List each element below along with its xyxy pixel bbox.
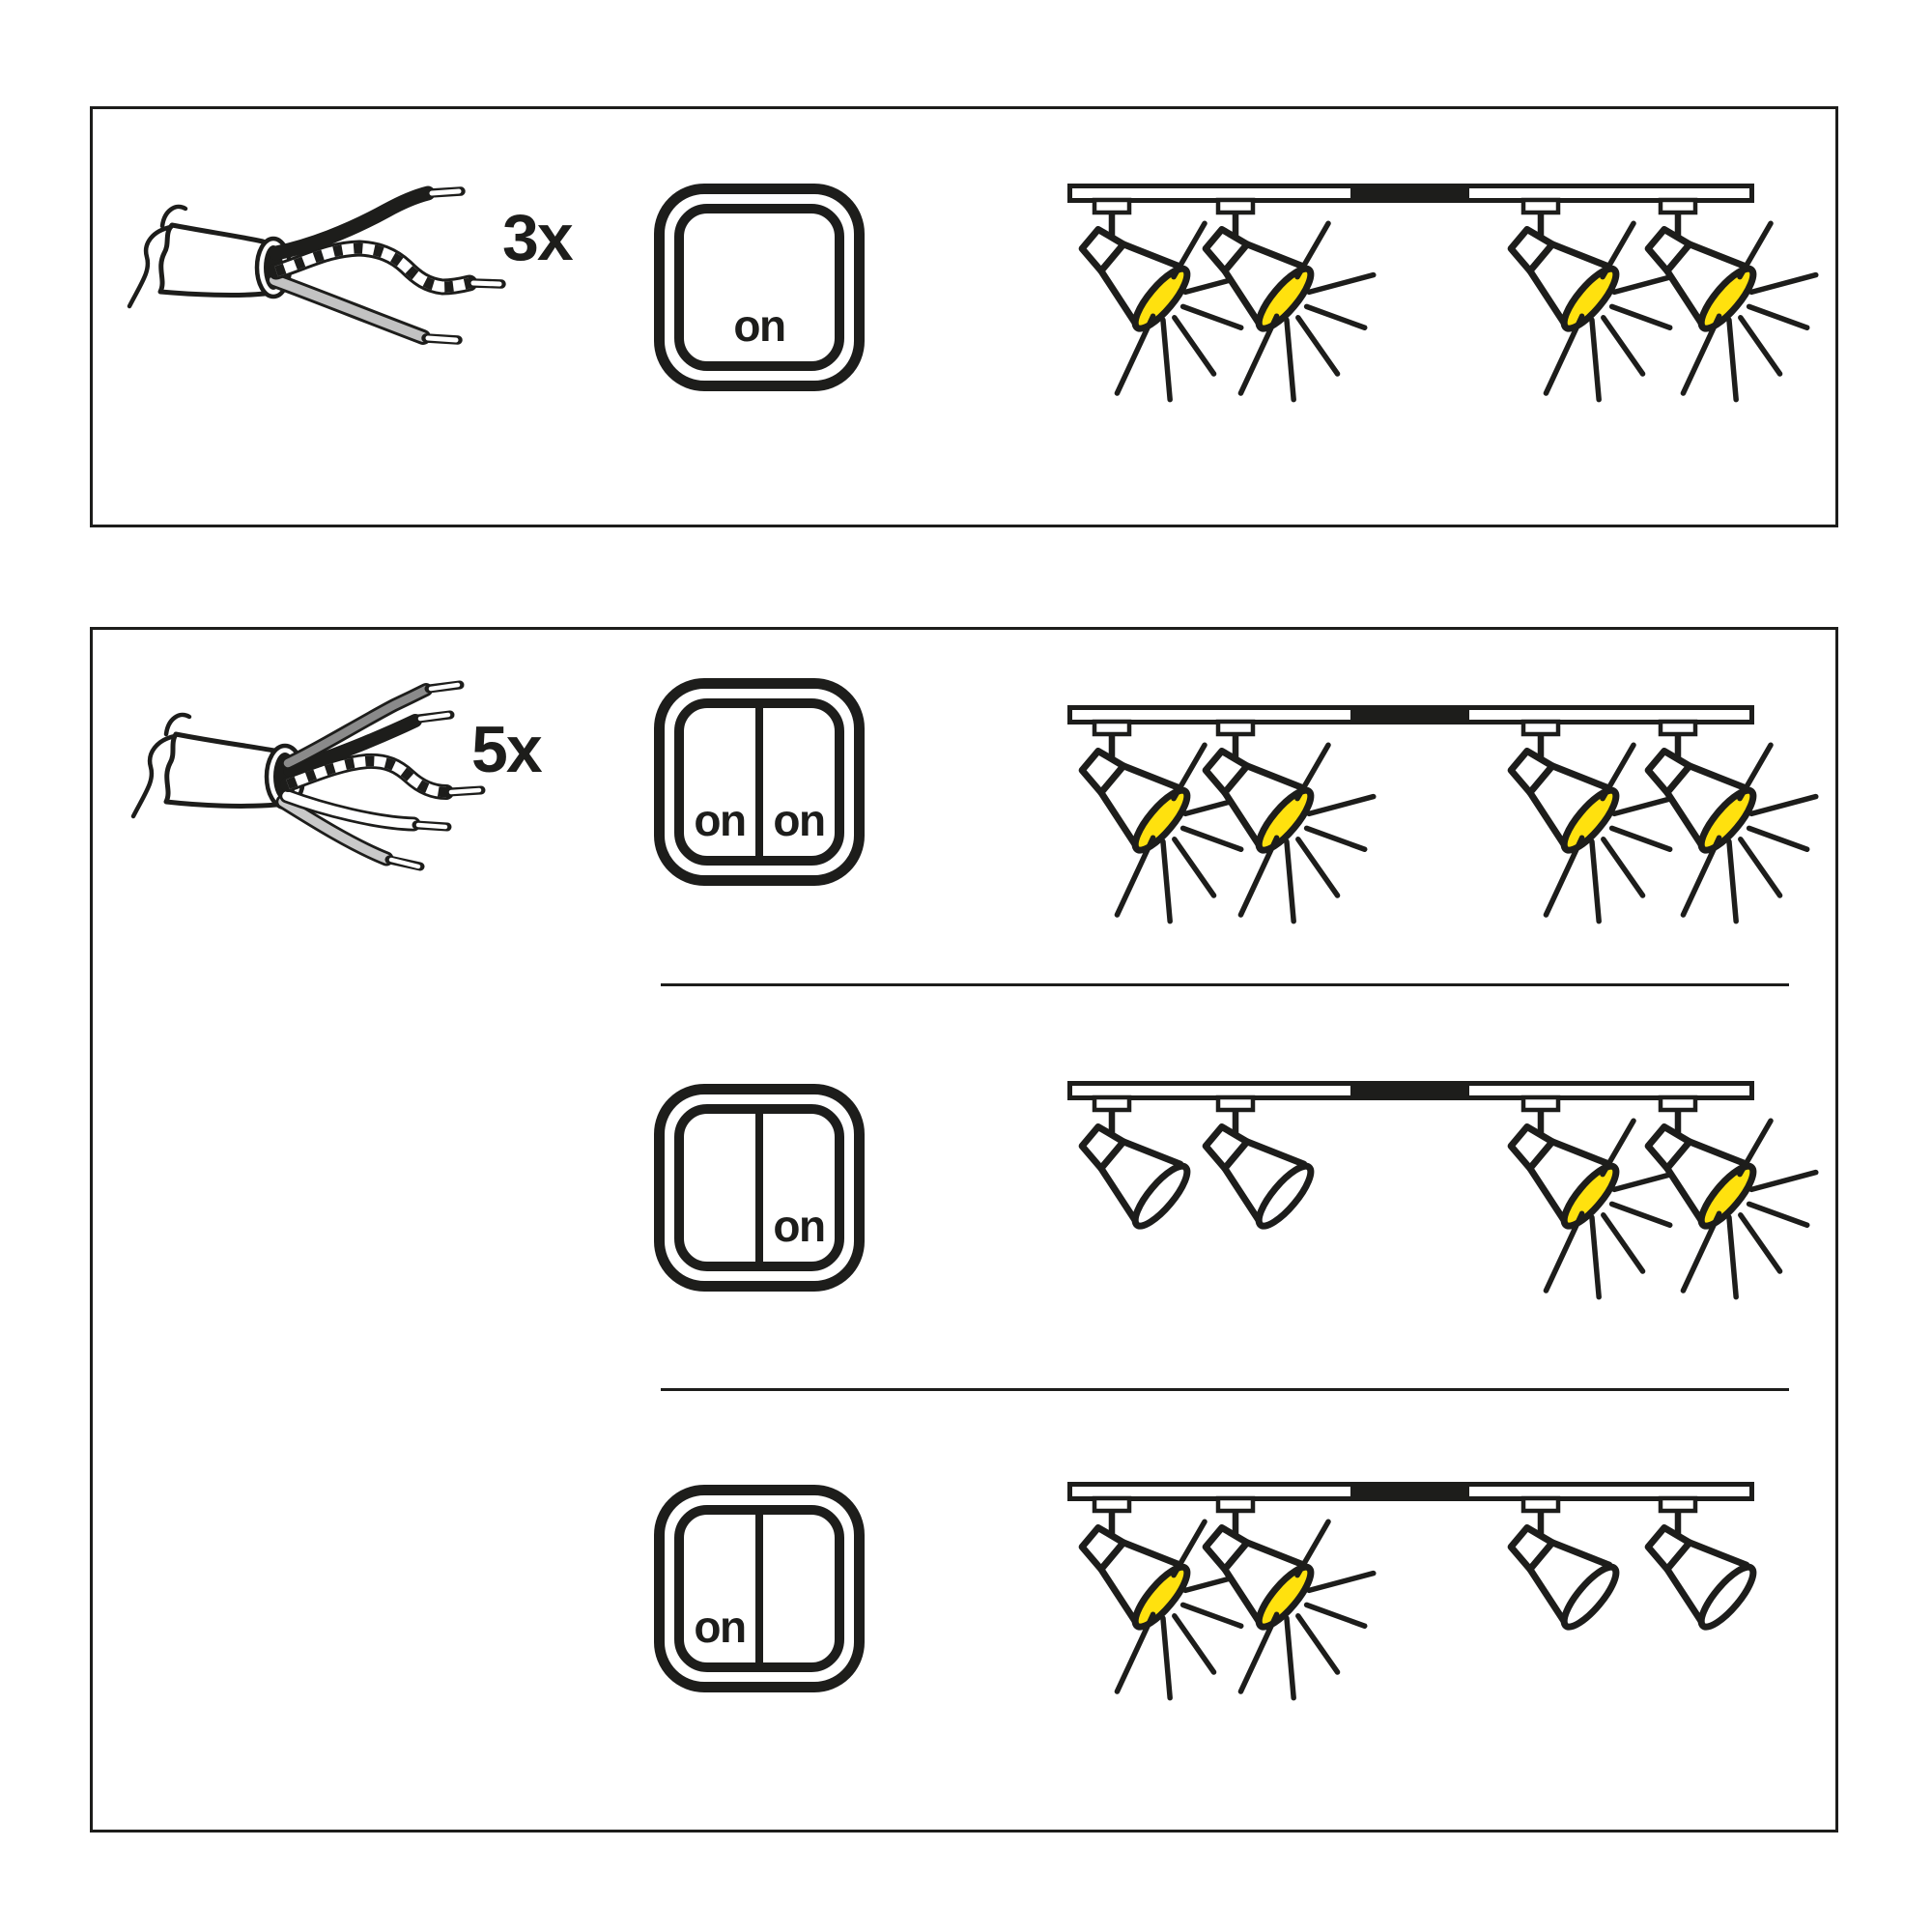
panel-double-switch-circuit <box>90 627 1838 1833</box>
switch-left-on-label: on <box>694 795 746 845</box>
row-divider-line <box>661 1388 1789 1391</box>
switch-right-on-label: on <box>773 1201 825 1251</box>
switch-left-on-label: on <box>694 1602 746 1652</box>
double-switch-left-on-icon <box>654 1485 865 1692</box>
switch-rockers <box>674 1104 844 1271</box>
wire-count-label-5x: 5x <box>471 713 541 786</box>
wire-count-label-3x: 3x <box>502 201 572 274</box>
single-switch-icon <box>654 184 865 391</box>
row-divider-line <box>661 983 1789 986</box>
panel-single-switch-circuit <box>90 106 1838 527</box>
switch-right-on-label: on <box>773 795 825 845</box>
switch-rocker <box>674 204 844 371</box>
switch-rockers <box>674 698 844 866</box>
double-switch-right-on-icon <box>654 1084 865 1292</box>
switch-on-label: on <box>733 300 785 351</box>
switch-right-rocker <box>755 708 835 856</box>
switch-left-rocker <box>684 708 755 856</box>
double-switch-both-on-icon <box>654 678 865 886</box>
switch-right-rocker <box>755 1515 835 1662</box>
switch-rockers <box>674 1505 844 1672</box>
switch-left-rocker <box>684 1515 755 1662</box>
switch-right-rocker <box>755 1114 835 1262</box>
switch-left-rocker <box>684 1114 755 1262</box>
